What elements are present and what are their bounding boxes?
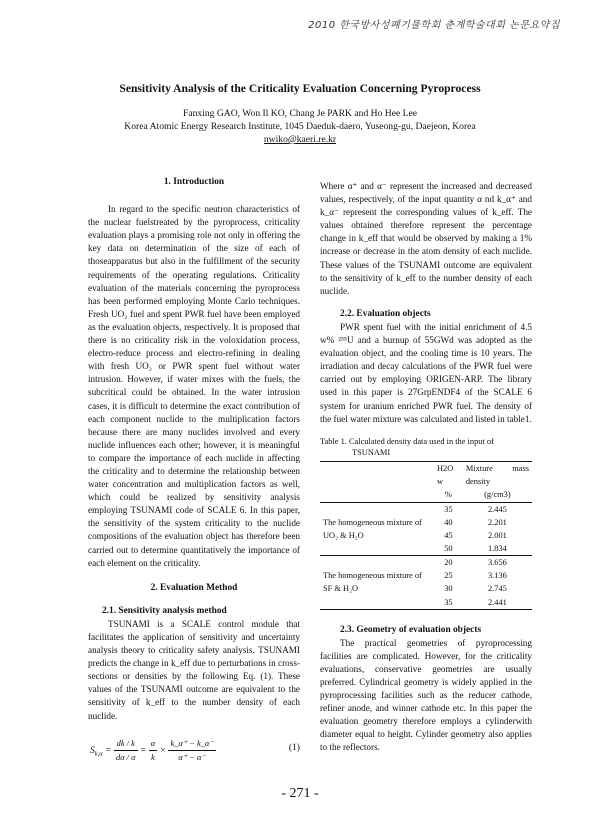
table-caption bbox=[320, 436, 532, 458]
subsection-2-2-paragraph: PWR spent fuel with the initial enrichment of 4.5 w% ²³⁵U and a burnup of 55GWd was adopted as the evaluation object, and the cooling time is 10 years. The irradiation and decay calculations of the PWR fuel were carried out by employing ORIGEN-ARP. The library used in this paper is 27GrpENDF4 of the SCALE 6 system for uranium enriched PWR fuel. The density of the fuel water mixture was calculated and listed in table1. bbox=[320, 321, 532, 424]
author-list: Fanxing GAO, Won Il KO, Chang Je PARK and Ho Hee Lee bbox=[183, 108, 417, 119]
table-header-cell: H2O w bbox=[437, 463, 454, 486]
group-label: The homogeneous mixture of bbox=[323, 571, 422, 581]
table-cell: 35 bbox=[444, 597, 453, 607]
table-cell: 2.001 bbox=[487, 531, 507, 541]
subsection-2-1-paragraph: TSUNAMI is a SCALE control module that facilitates the application of sensitivity and uncertainty analysis theory to criticality safety analysis. TSUNAMI predicts the change in k_eff due to perturbations in cross-sections or densities by the following Eq. (1). These values of the TSUNAMI outcome are equivalent to the sensitivity of k_eff to the number density of each nuclide. bbox=[88, 618, 300, 721]
group-label: UO₂ & H₂O bbox=[323, 531, 364, 541]
table-cell: 30 bbox=[444, 584, 453, 594]
table-header-cell: Mixture mass density bbox=[465, 463, 529, 486]
equation-number: (1) bbox=[288, 741, 300, 753]
table-cell: 3.136 bbox=[487, 571, 507, 581]
equation-fraction-3: $\frac{k\_\alpha^+ - k\_\alpha^-}{\alpha^+ - \alpha^-}$ bbox=[170, 738, 214, 762]
conference-header: 2010 한국방사성폐기물학회 춘계학술대회 논문요약집 bbox=[308, 20, 560, 31]
group-label: SF & H₂O bbox=[323, 584, 359, 594]
table-cell: 2.445 bbox=[487, 504, 507, 514]
left-column bbox=[88, 176, 300, 762]
table-cell: 50 bbox=[444, 544, 453, 554]
table-caption-line-1: Table 1. Calculated density data used in the input of bbox=[320, 436, 494, 446]
table-row bbox=[320, 582, 532, 595]
paper-title: Sensitivity Analysis of the Criticality Evaluation Concerning Pyroprocess bbox=[119, 82, 481, 95]
table-cell: 45 bbox=[444, 531, 453, 541]
table-row bbox=[320, 569, 532, 582]
introduction-paragraph: In regard to the specific neutron characteristics of the nuclear fuelstreated by the pyroprocess, criticality evaluation plays a promising role not only in offering the key data on determination of the size of each of thoseapparatus but also in the fulfillment of the security requirements of the operating regulations. Criticality evaluation of the materials concerning the pyroprocess has been performed employing Monte Carlo techniques. Fresh UO₂ fuel and spent PWR fuel have been employed as the evaluation objects, respectively. It is proposed that there is no criticality risk in the voloxidation process, electro-reduce process and electro-refining in dealing with fresh UO₂ or PWR spent fuel without water intrusion. However, if water mixes with the fuels, the subcritical could be obtained. In the water intrusion cases, it is difficult to determine the exact contribution of each component nuclide to the multiplication factors because there are many nuclides involved and every nuclide influences each other; however, it is meaningful to compare the importance of each nuclide in affecting the criticality and to determine the relationship between water concentration and multiplication factors as well, which could be realized by sensitivity analysis employing TSUNAMI code of SCALE 6. In this paper, the sensitivity of the system criticality to the nuclide compositions of the evaluation object has therefore been carried out to determine quantitatively the importance of each element on the criticality. bbox=[88, 204, 300, 568]
table-cell: 20 bbox=[444, 558, 453, 568]
density-table bbox=[320, 461, 532, 610]
table-unit-cell: (g/cm3) bbox=[484, 490, 511, 500]
contact-email[interactable]: nwiko@kaeri.re.kr bbox=[263, 134, 337, 145]
page-number: - 271 - bbox=[281, 786, 319, 801]
subsection-2-3-paragraph: The practical geometries of pyroprocessing facilities are complicated. However, for the criticality evaluations, conservative geometries are usually preferred. Cylindrical geometry is widely applied in the pyroprocessing facilities such as the reducer cathode, refiner anode, and winner cathode etc. In this paper the evaluation geometry therefore employs a cylinderwith diameter equal to height. Cylinder geometry also applies to the reflectors. bbox=[320, 637, 532, 753]
table-row bbox=[320, 596, 532, 610]
affiliation: Korea Atomic Energy Research Institute, 1045 Daeduk-daero, Yuseong-gu, Daejeon, Korea bbox=[124, 121, 476, 132]
table-row bbox=[320, 529, 532, 542]
equation-1: $S_{k,\alpha}$ = $\frac{dk / k}{d\alpha / \alpha}$ = $\frac{\alpha}{k}$ × $\frac{k\_\alpha^+ - k\_\alpha^-}{\alpha^+ - \alpha^-}$ (1) bbox=[88, 729, 300, 759]
table-cell: 2.745 bbox=[487, 584, 507, 594]
group-label: The homogeneous mixture of bbox=[323, 517, 422, 527]
subsection-2-1-heading: 2.1. Sensitivity analysis method bbox=[102, 605, 227, 616]
table-cell: 40 bbox=[444, 517, 453, 527]
where-paragraph: Where α⁺ and α⁻ represent the increased and decreased values, respectively, of the input quantity α nd k_α⁺ and k_α⁻ represent the corresponding values of k_eff. The values obtained therefore represent the percentage change in k_eff that would be observed by making a 1% increase or decrease in the atom density of each nuclide. These values of the TSUNAMI outcome are equivalent to the sensitivity of k_eff to the number density of each nuclide. bbox=[320, 181, 532, 296]
right-column bbox=[320, 180, 532, 755]
section-1-heading: 1. Introduction bbox=[163, 177, 225, 187]
table-cell: 25 bbox=[444, 571, 453, 581]
table-header-blank bbox=[320, 461, 434, 488]
table-row bbox=[320, 542, 532, 556]
table-unit-cell: % bbox=[444, 490, 452, 500]
table-cell: 2.201 bbox=[487, 517, 507, 527]
table-cell: 3.656 bbox=[487, 558, 507, 568]
equation-subscript: k,α bbox=[94, 750, 103, 758]
table-row bbox=[320, 502, 532, 516]
section-2-heading: 2. Evaluation Method bbox=[150, 582, 238, 593]
table-caption-line-2: TSUNAMI bbox=[352, 447, 391, 457]
subsection-2-3-heading: 2.3. Geometry of evaluation objects bbox=[340, 624, 482, 635]
equation-fraction-2: $\frac{\alpha}{k}$ bbox=[150, 738, 156, 762]
equation-lhs: S bbox=[90, 744, 95, 756]
equation-fraction-1: $\frac{dk / k}{d\alpha / \alpha}$ bbox=[116, 738, 136, 762]
table-cell: 2.441 bbox=[487, 597, 507, 607]
table-cell: 1.834 bbox=[487, 544, 507, 554]
subsection-2-2-heading: 2.2. Evaluation objects bbox=[340, 308, 431, 319]
table-cell: 35 bbox=[444, 504, 453, 514]
table-row bbox=[320, 556, 532, 570]
table-row bbox=[320, 516, 532, 529]
